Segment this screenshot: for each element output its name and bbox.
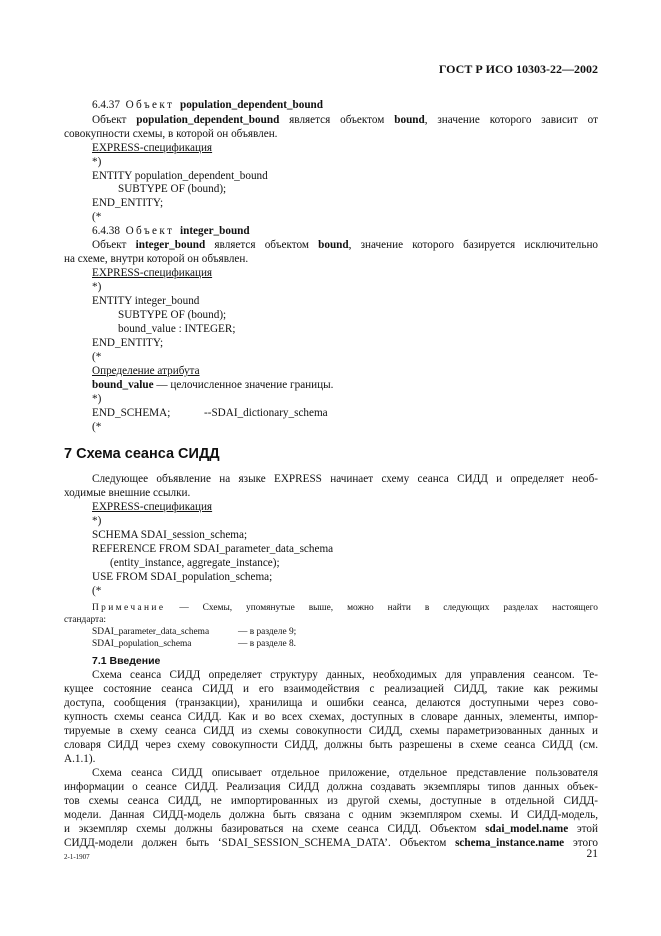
paragraph-line: совокупности схемы, в которой он объявлен.: [64, 128, 278, 140]
paragraph-line: тируемые в схему сеанса СИДД из схемы совокупности СИДД, схемы параметризованных данных и: [64, 725, 598, 737]
attribute-definition: bound_value — целочисленное значение границы.: [92, 379, 334, 391]
entity-name: integer_bound: [179, 225, 250, 237]
paragraph-line: А.1.1).: [64, 753, 96, 765]
section-7-1-title: 7.1 Введение: [92, 655, 161, 667]
section-6-4-38-heading: [92, 224, 250, 238]
note-row-ref: — в разделе 9;: [238, 627, 297, 637]
paragraph-line: СИДД-модели должен быть ‘SDAI_SESSION_SCHEMA_DATA’. Объектом schema_instance.name этого: [64, 837, 598, 849]
paragraph-line: Схема сеанса СИДД определяет структуру данных, необходимых для управления сеансом. Те-: [92, 669, 598, 681]
code-line: (*: [92, 421, 102, 433]
note-row-ref: — в разделе 8.: [238, 639, 297, 649]
code-line: *): [92, 156, 102, 168]
page-number: 21: [586, 848, 598, 860]
code-line: (entity_instance, aggregate_instance);: [110, 557, 280, 569]
express-spec-label: EXPRESS-спецификация: [92, 142, 213, 154]
paragraph-line: Следующее объявление на языке EXPRESS начинает схему сеанса СИДД и определяет необ-: [92, 473, 598, 485]
express-spec-label: EXPRESS-спецификация: [92, 501, 213, 513]
code-line: USE FROM SDAI_population_schema;: [92, 571, 273, 583]
paragraph-line: Объект population_dependent_bound является объектом bound, значение которого зависит от: [92, 114, 599, 126]
paragraph-line: купность схемы сеанса СИДД. Как и во всех схемах, доступных в словаре данных, элементы, импор-: [64, 711, 598, 723]
section-7-title: 7 Схема сеанса СИДД: [64, 446, 220, 462]
section-6-4-37-heading: [92, 98, 323, 112]
code-line: END_SCHEMA;: [92, 407, 171, 419]
object-word: Объект: [125, 99, 175, 111]
code-line: ENTITY population_dependent_bound: [92, 170, 268, 182]
object-word: Объект: [125, 225, 175, 237]
note-row-name: SDAI_population_schema: [92, 639, 192, 649]
print-code: 2-1-1907: [64, 853, 90, 861]
paragraph-line: Схема сеанса СИДД описывает отдельное приложение, отдельное представление пользователя: [92, 767, 598, 779]
code-line: bound_value : INTEGER;: [118, 323, 236, 335]
code-line: SCHEMA SDAI_session_schema;: [92, 529, 248, 541]
code-line: REFERENCE FROM SDAI_parameter_data_schema: [92, 543, 334, 555]
section-number: 6.4.37: [92, 99, 120, 111]
code-line: ENTITY integer_bound: [92, 295, 200, 307]
paragraph-line: информации о сеансе СИДД. Реализация СИДД должна создавать экземпляры типов данных объек-: [64, 781, 598, 793]
code-line: END_ENTITY;: [92, 337, 164, 349]
code-line: END_ENTITY;: [92, 197, 164, 209]
code-line: SUBTYPE OF (bound);: [118, 309, 227, 321]
code-line: (*: [92, 211, 102, 223]
paragraph-line: модели. Данная СИДД-модель должна быть связана с одним экземпляром схемы. И СИДД-модель,: [64, 809, 598, 821]
code-line: *): [92, 393, 102, 405]
note-row-name: SDAI_parameter_data_schema: [92, 627, 210, 637]
note-line: стандарта:: [64, 615, 107, 625]
code-line: SUBTYPE OF (bound);: [118, 183, 227, 195]
paragraph-line: кущее состояние сеанса СИДД и его взаимодействия с реализацией СИДД, такие как режимы: [64, 683, 598, 695]
code-line: (*: [92, 585, 102, 597]
document-header: ГОСТ Р ИСО 10303-22—2002: [438, 62, 598, 76]
paragraph-line: ходимые внешние ссылки.: [64, 487, 191, 499]
code-comment: --SDAI_dictionary_schema: [204, 407, 328, 419]
paragraph-line: и экземпляр схемы должны базироваться на схеме сеанса СИДД. Объектом sdai_model.name этой: [64, 823, 598, 835]
attribute-definition-label: Определение атрибута: [92, 365, 200, 377]
code-line: (*: [92, 351, 102, 363]
paragraph-line: тов схемы сеанса СИДД, не импортированных из другой схемы, доступные в отдельной СИДД-: [64, 795, 598, 807]
code-line: *): [92, 281, 102, 293]
note-line: Примечание — Схемы, упомянутые выше, можно найти в следующих разделах настоящего: [92, 603, 598, 613]
paragraph-line: на схеме, внутри которой он объявлен.: [64, 253, 249, 265]
paragraph-line: словаря СИДД через схему совокупности СИДД, должны быть разрешены в схеме сеанса СИДД (см.: [64, 739, 598, 751]
entity-name: population_dependent_bound: [179, 99, 323, 111]
note-label: Примечание: [92, 603, 166, 613]
paragraph-line: доступа, сообщения (транзакции), хранилища и ошибки сеанса, делаются доступными через сово-: [64, 697, 598, 709]
paragraph-line: Объект integer_bound является объектом bound, значение которого базируется исключительно: [92, 239, 599, 251]
section-number: 6.4.38: [92, 225, 120, 237]
express-spec-label: EXPRESS-спецификация: [92, 267, 213, 279]
code-line: *): [92, 515, 102, 527]
